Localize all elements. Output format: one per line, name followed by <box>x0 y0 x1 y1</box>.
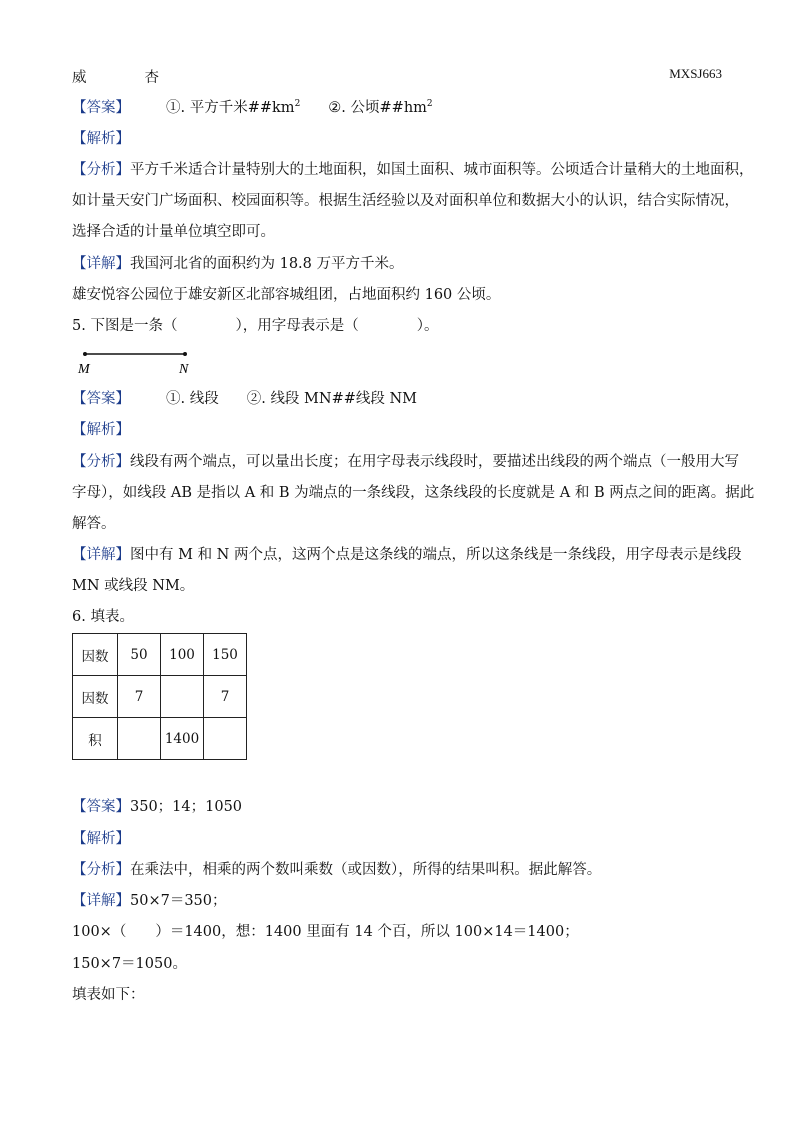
q4-detail-2: 雄安悦容公园位于雄安新区北部容城组团，占地面积约 160 公顷。 <box>72 287 501 303</box>
answer-1-num: ①. <box>166 391 186 407</box>
q4-detail-1 <box>72 254 404 274</box>
answer-text: 350；14；1050 <box>130 799 243 815</box>
analysis-tag: 【分析】 <box>72 862 130 878</box>
answer-2-num: ②. <box>328 100 346 116</box>
q6-question: 6. 填表。 <box>72 609 134 625</box>
analysis-text: 线段有两个端点，可以量出长度；在用字母表示线段时，要描述出线段的两个端点（一般用大写 <box>130 454 739 470</box>
answer-1: 线段 <box>189 391 219 407</box>
q5-detail-2: MN 或线段 NM。 <box>72 578 195 594</box>
q6-answer-line <box>72 797 242 817</box>
q6-jiexi: 【解析】 <box>72 831 130 847</box>
table-cell: 积 <box>73 718 118 760</box>
analysis-tag: 【分析】 <box>72 162 130 178</box>
q4-analysis-2: 如计量天安门广场面积、校园面积等。根据生活经验以及对面积单位和数据大小的认识，结合实际情况， <box>72 193 739 209</box>
detail-text: 50×7＝350； <box>130 893 227 909</box>
table-cell: 7 <box>118 676 161 718</box>
table-cell: 100 <box>161 634 204 676</box>
answer-1: 平方千米##km <box>189 100 295 116</box>
table-cell-blank <box>118 718 161 760</box>
header-char-2: 杏 <box>144 70 159 86</box>
answer-tag: 【答案】 <box>72 391 130 407</box>
analysis-tag: 【分析】 <box>72 454 130 470</box>
q6-detail-3: 150×7＝1050。 <box>72 956 187 972</box>
table-cell: 150 <box>204 634 247 676</box>
detail-tag: 【详解】 <box>72 893 130 909</box>
table-cell: 7 <box>204 676 247 718</box>
detail-text: 图中有 M 和 N 两个点，这两个点是这条线的端点，所以这条线是一条线段，用字母表示是线段 <box>130 547 742 563</box>
label-n: N <box>179 362 189 377</box>
table-cell: 1400 <box>161 718 204 760</box>
header-char-1: 威 <box>72 70 87 86</box>
table-cell-blank <box>204 718 247 760</box>
answer-1-sup: 2 <box>294 99 301 109</box>
header-left <box>72 66 159 87</box>
point-m <box>83 352 87 356</box>
q4-analysis-3: 选择合适的计量单位填空即可。 <box>72 224 275 240</box>
answer-tag: 【答案】 <box>72 100 130 116</box>
q6-detail-1 <box>72 891 227 911</box>
answer-2: 公顷##hm <box>350 100 427 116</box>
q6-detail-4: 填表如下： <box>72 987 145 1003</box>
table-cell-blank <box>161 676 204 718</box>
q5-analysis-1 <box>72 452 739 472</box>
q4-analysis-1 <box>72 160 754 180</box>
q5-detail-1 <box>72 545 741 565</box>
table-row <box>73 676 247 718</box>
table-row <box>73 634 247 676</box>
answer-1-num: ①. <box>166 100 186 116</box>
q5-jiexi: 【解析】 <box>72 422 130 438</box>
point-n <box>183 352 187 356</box>
q4-jiexi: 【解析】 <box>72 131 130 147</box>
q6-analysis <box>72 860 601 880</box>
analysis-text: 在乘法中，相乘的两个数叫乘数（或因数），所得的结果叫积。据此解答。 <box>130 862 602 878</box>
detail-tag: 【详解】 <box>72 256 130 272</box>
answer-tag: 【答案】 <box>72 799 130 815</box>
answer-2-num: ②. <box>246 391 266 407</box>
label-m: M <box>78 362 90 377</box>
factor-table <box>72 633 247 760</box>
q5-analysis-2: 字母），如线段 AB 是指以 A 和 B 为端点的一条线段，这条线段的长度就是 A 和 B 两点之间的距离。据此 <box>72 485 755 501</box>
q6-detail-2: 100×（ ）＝1400，想：1400 里面有 14 个百，所以 100×14＝1400； <box>72 924 579 940</box>
header-code: MXSJ663 <box>669 66 722 81</box>
analysis-text: 平方千米适合计量特别大的土地面积，如国土面积、城市面积等。公顷适合计量稍大的土地面积， <box>130 162 754 178</box>
answer-2: 线段 MN##线段 NM <box>270 391 418 407</box>
table-cell: 因数 <box>73 676 118 718</box>
q5-answer-line <box>72 389 417 409</box>
q4-answer-line <box>72 98 433 118</box>
line-segment-figure <box>72 344 202 378</box>
q5-question: 5. 下图是一条（ ），用字母表示是（ ）。 <box>72 318 439 334</box>
detail-text: 我国河北省的面积约为 18.8 万平方千米。 <box>130 256 404 272</box>
q5-analysis-3: 解答。 <box>72 516 116 532</box>
table-row <box>73 718 247 760</box>
table-cell: 50 <box>118 634 161 676</box>
answer-2-sup: 2 <box>426 99 433 109</box>
detail-tag: 【详解】 <box>72 547 130 563</box>
table-cell: 因数 <box>73 634 118 676</box>
